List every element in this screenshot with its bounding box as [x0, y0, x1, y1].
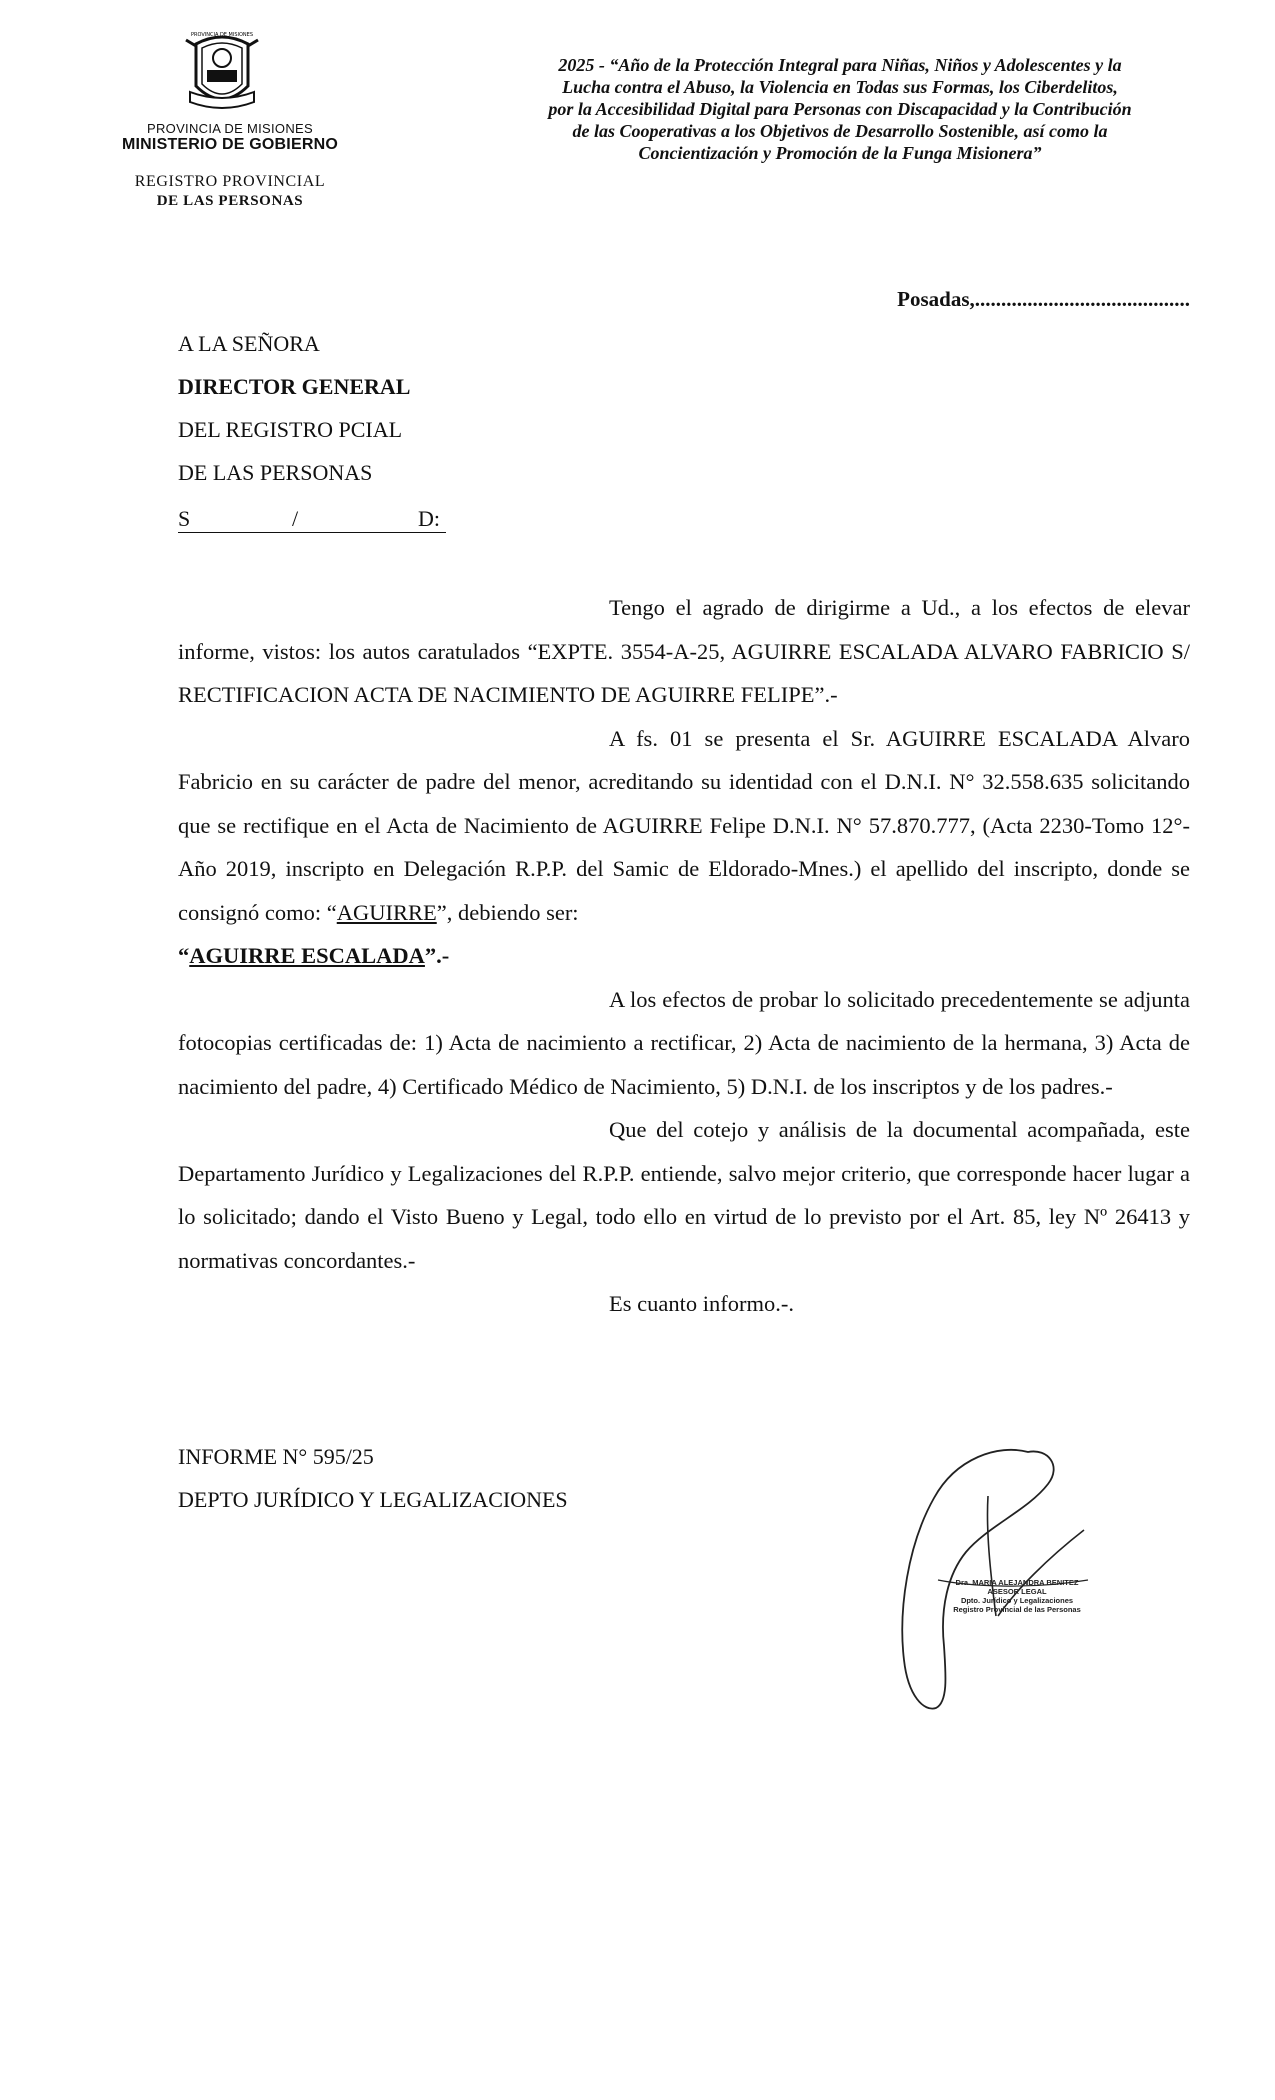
- paragraph-closing: Es cuanto informo.-.: [609, 1291, 794, 1316]
- paragraph-correct-surname: [178, 934, 1190, 978]
- open-quote: “: [178, 943, 190, 968]
- stamp-registry: Registro Provincial de las Personas: [953, 1605, 1081, 1614]
- motto-line: por la Accesibilidad Digital para Personas con Discapacidad y la Contribución: [548, 99, 1132, 119]
- paragraph-intro: Tengo el agrado de dirigirme a Ud., a los efectos de elevar informe, vistos: los autos caratulados “EXPTE. 3554-A-25, AGUIRRE ESCALADA ALVARO FABRICIO S/ RECTIFICACION ACTA DE NACIMIENTO DE AGUIRRE FELIPE”.-: [178, 595, 1190, 707]
- province-emblem: [182, 26, 262, 112]
- signature-stamp: [942, 1578, 1092, 1614]
- addressee-salutation: A LA SEÑORA: [178, 331, 320, 356]
- department-name: DEPTO JURÍDICO Y LEGALIZACIONES: [178, 1487, 568, 1512]
- correct-surname: AGUIRRE ESCALADA: [189, 943, 425, 968]
- request-text-2: ”, debiendo ser:: [436, 899, 579, 925]
- request-text: A fs. 01 se presenta el Sr. AGUIRRE ESCALADA Alvaro Fabricio en su carácter de padre del menor, acreditando su identidad con el D.N.I. N° 32.558.635 solicitando que se rectifique en el Acta de Nacimiento de AGUIRRE Felipe D.N.I. N° 57.870.777, (Acta 2230-Tomo 12°-Año 2019, inscripto en Delegación R.P.P. del Samic de Eldorado-Mnes.) el apellido del inscripto, donde se consignó como: “: [178, 725, 1190, 925]
- year-motto: [490, 54, 1190, 164]
- registered-surname: AGUIRRE: [336, 899, 437, 925]
- addressee-title: DIRECTOR GENERAL: [178, 374, 411, 399]
- paragraph-conclusion: Que del cotejo y análisis de la documental acompañada, este Departamento Jurídico y Legalizaciones del R.P.P. entiende, salvo mejor criterio, que corresponde hacer lugar a lo solicitado; dando el Visto Bueno y Legal, todo ello en virtud de lo previsto por el Art. 85, ley Nº 26413 y normativas concordantes.-: [178, 1117, 1190, 1273]
- emblem-inscription: PROVINCIA DE MISIONES: [191, 32, 253, 38]
- paragraph-request: [178, 717, 1190, 935]
- close-quote: ”.-: [424, 943, 450, 968]
- province-name: PROVINCIA DE MISIONES: [147, 121, 313, 136]
- sd-s: S: [178, 506, 191, 531]
- ministry-name: MINISTERIO DE GOBIERNO: [122, 136, 338, 153]
- motto-line: 2025 - “Año de la Protección Integral para Niñas, Niños y Adolescentes y la: [558, 55, 1122, 75]
- addressee-office-2: DE LAS PERSONAS: [178, 460, 373, 485]
- registry-name-line1: REGISTRO PROVINCIAL: [134, 173, 326, 190]
- motto-line: Concientización y Promoción de la Funga Misionera”: [638, 143, 1042, 163]
- report-body: [178, 586, 1190, 1326]
- sd-slash: /: [292, 506, 299, 531]
- motto-line: de las Cooperativas a los Objetivos de Desarrollo Sostenible, así como la: [572, 121, 1108, 141]
- place-date-line: Posadas,.........................................: [897, 287, 1190, 311]
- paragraph-evidence: A los efectos de probar lo solicitado precedentemente se adjunta fotocopias certificadas de: 1) Acta de nacimiento a rectificar, 2) Acta de nacimiento de la hermana, 3) Acta de nacimiento del padre, 4) Certificado Médico de Nacimiento, 5) D.N.I. de los inscriptos y de los padres.-: [178, 986, 1190, 1099]
- su-despacho-line: [178, 504, 446, 533]
- stamp-department: Dpto. Jurídico y Legalizaciones: [960, 1596, 1074, 1605]
- stamp-name: Dra. MARIA ALEJANDRA BENITEZ: [955, 1578, 1079, 1587]
- registry-name-line2: DE LAS PERSONAS: [156, 193, 304, 209]
- addressee-office: DEL REGISTRO PCIAL: [178, 417, 403, 442]
- sd-d: D:: [418, 506, 440, 531]
- motto-line: Lucha contra el Abuso, la Violencia en Todas sus Formas, los Ciberdelitos,: [562, 77, 1118, 97]
- report-number: INFORME N° 595/25: [178, 1444, 374, 1469]
- stamp-role: ASESOR LEGAL: [987, 1587, 1047, 1596]
